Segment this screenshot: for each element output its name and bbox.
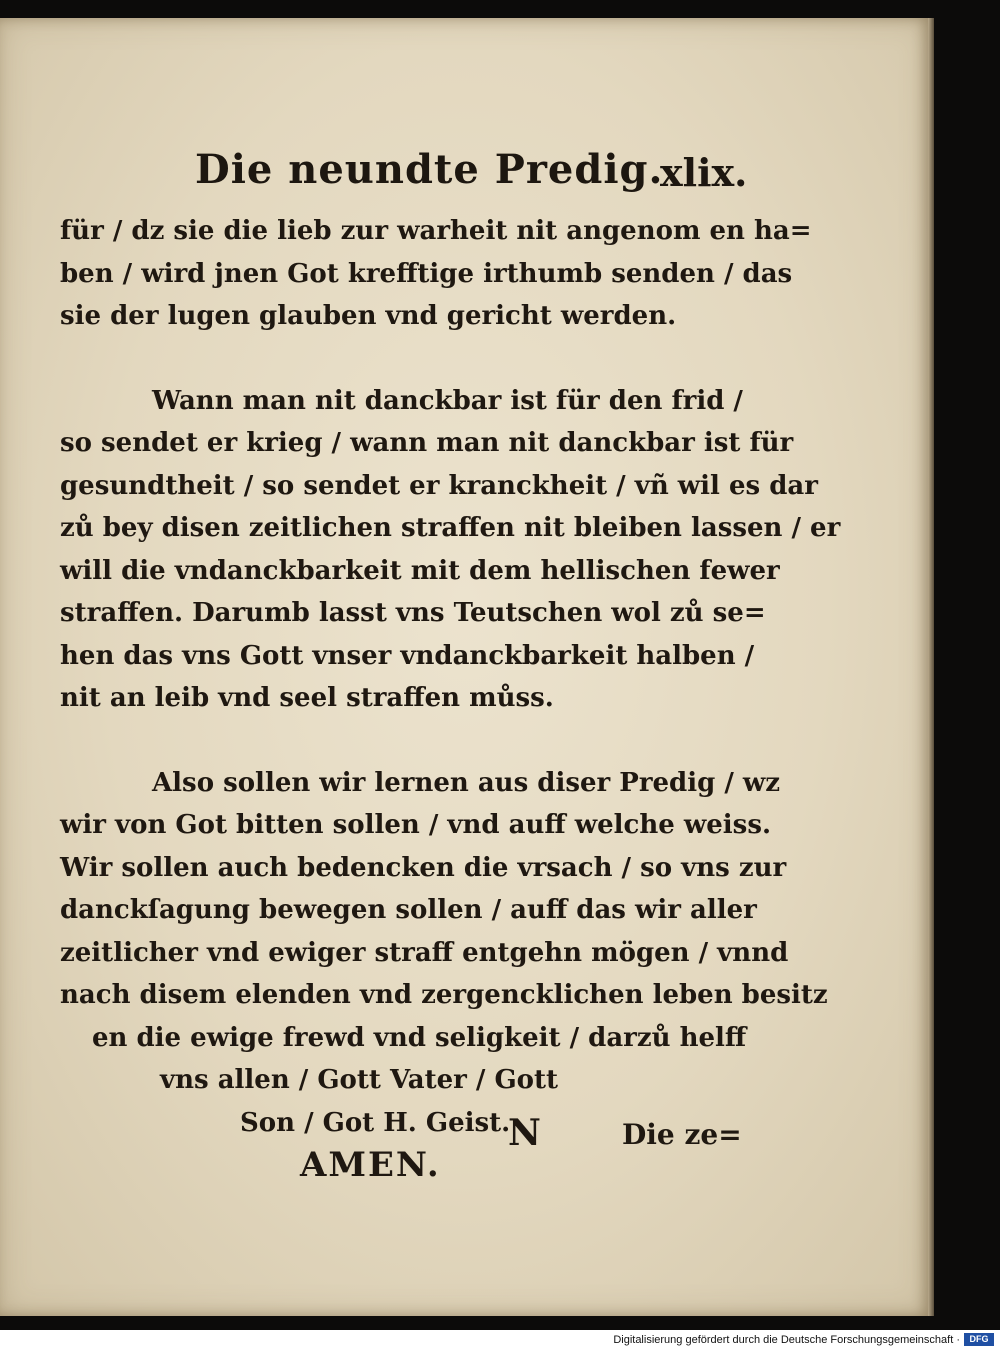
text-line: straffen. Darumb lasst vns Teutschen wol zů se=: [60, 598, 766, 628]
text-line: will die vndanckbarkeit mit dem hellischen fewer: [60, 555, 780, 586]
text-line: danckſagung bewegen sollen / auff das wir aller: [60, 895, 757, 925]
catchword: Die ze=: [622, 1118, 742, 1151]
signature-mark: N: [508, 1112, 541, 1154]
text-line: Wann man nit danckbar ist für den frid /: [152, 385, 743, 416]
text-line: ben / wird jnen Got krefftige irthumb senden / das: [60, 258, 793, 289]
page-edge: [928, 18, 934, 1316]
funding-credit: Digitalisierung gefördert durch die Deutsche Forschungsgemeinschaft ·: [613, 1334, 960, 1346]
text-line: sie der lugen glauben vnd gericht werden.: [60, 301, 677, 331]
text-line: zů bey disen zeitlichen straffen nit bleiben lassen / er: [60, 513, 841, 543]
page-header: Die neundte Predig.: [195, 146, 664, 193]
amen-line: AMEN.: [300, 1145, 441, 1185]
text-line: nit an leib vnd seel straffen můss.: [60, 683, 554, 713]
book-page: [0, 18, 930, 1316]
text-line: für / dz sie die lieb zur warheit nit angenom en ha=: [60, 216, 812, 246]
text-line: gesundtheit / so sendet er kranckheit / vñ wil es dar: [60, 470, 818, 501]
text-line: so sendet er krieg / wann man nit danckbar ist für: [60, 428, 794, 458]
text-line: zeitlicher vnd ewiger straff entgehn mögen / vnnd: [60, 937, 789, 968]
folio-number: xlix.: [660, 150, 748, 195]
dfg-logo: DFG: [964, 1333, 994, 1346]
text-line: hen das vns Gott vnser vndanckbarkeit halben /: [60, 640, 755, 671]
text-line: vns allen / Gott Vater / Gott: [160, 1065, 559, 1095]
text-line: en die ewige frewd vnd seligkeit / darzů helff: [92, 1022, 747, 1053]
text-line: Also sollen wir lernen aus diser Predig / wz: [152, 767, 781, 798]
text-line: Wir sollen auch bedencken die vrsach / so vns zur: [60, 852, 787, 883]
text-line: Son / Got H. Geist.: [240, 1107, 511, 1138]
body-text: [60, 210, 841, 1187]
text-line: wir von Got bitten sollen / vnd auff welche weiss.: [60, 810, 772, 840]
text-line: nach disem elenden vnd zergencklichen leben besitz: [60, 980, 828, 1010]
